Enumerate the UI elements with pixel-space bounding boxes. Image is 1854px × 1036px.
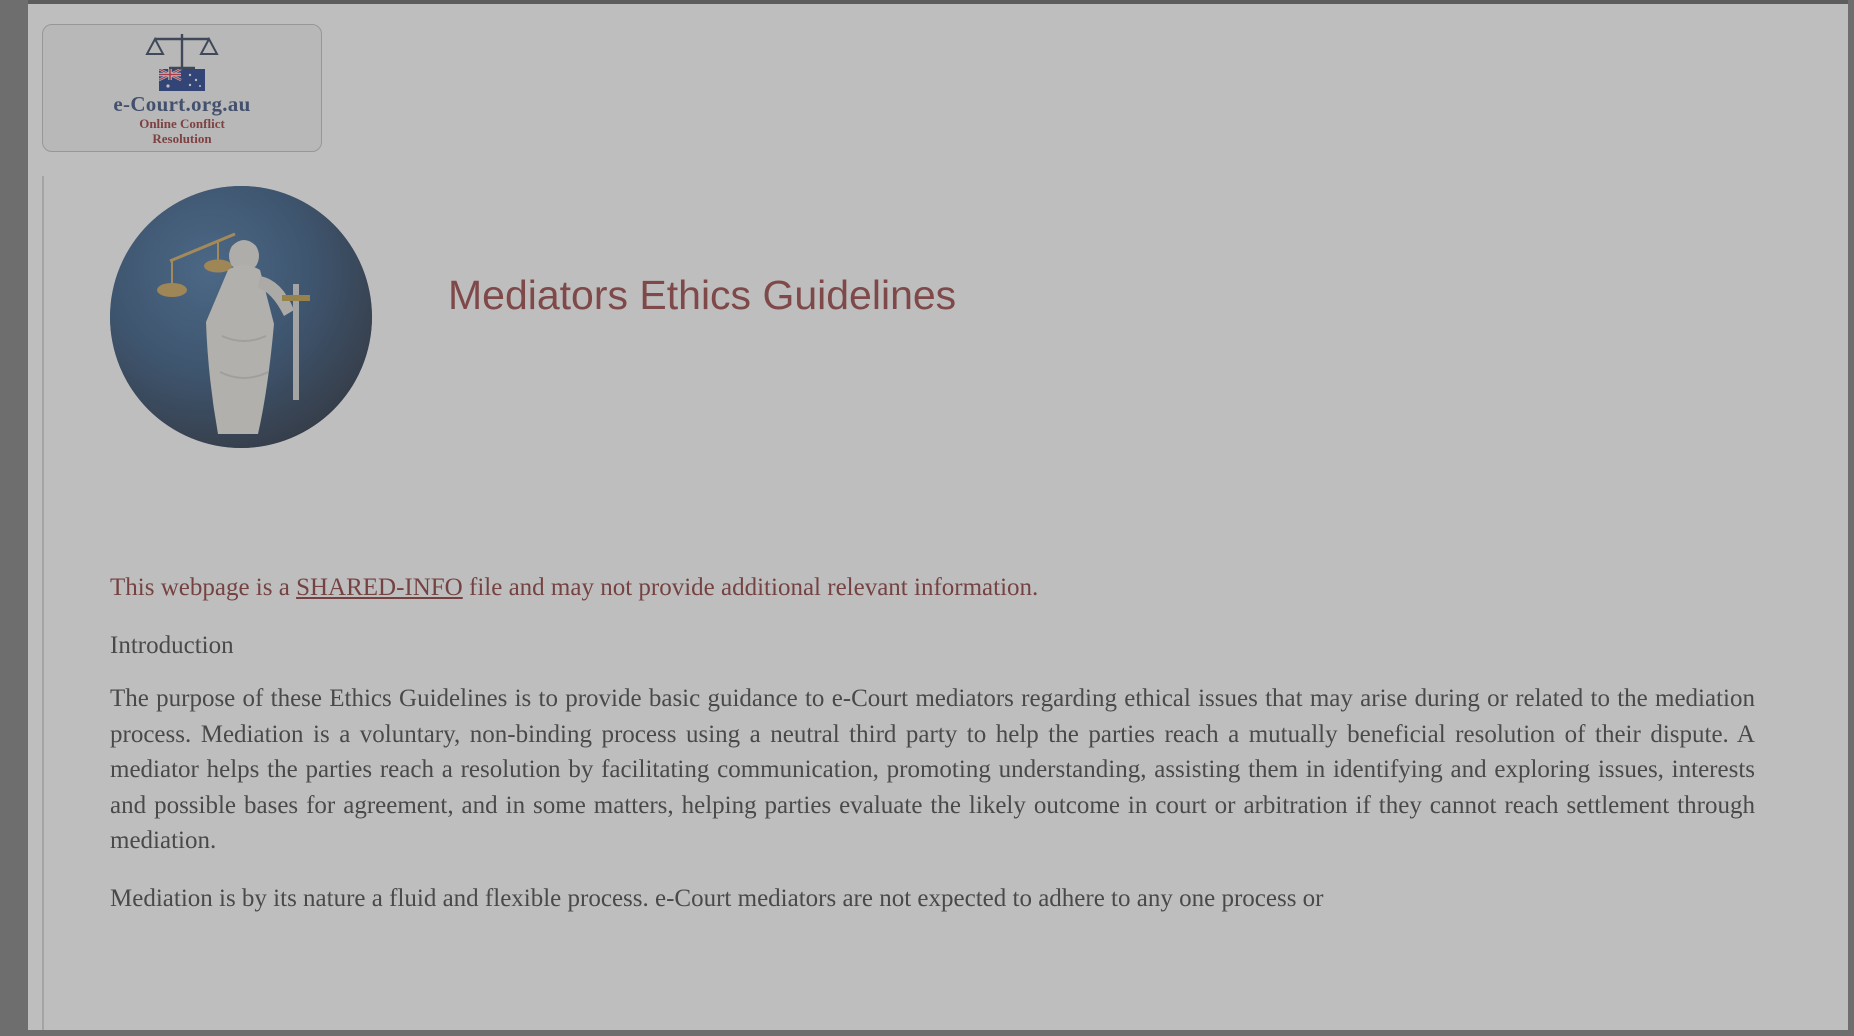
document-body bbox=[110, 570, 1755, 938]
left-divider bbox=[42, 176, 44, 1036]
notice-prefix: This webpage is a bbox=[110, 574, 297, 601]
window-edge-bottom bbox=[0, 1030, 1854, 1036]
logo-title: e-Court.org.au bbox=[113, 91, 251, 116]
logo-subtitle-line2: Resolution bbox=[152, 130, 212, 146]
window-edge-top bbox=[0, 0, 1854, 4]
ghost-header-element-b bbox=[788, 66, 1408, 94]
section-heading-introduction: Introduction bbox=[110, 631, 234, 659]
window-edge-left bbox=[0, 0, 28, 1036]
hero-section bbox=[88, 184, 1828, 454]
scales-of-justice-icon bbox=[145, 30, 219, 74]
lady-justice-illustration bbox=[110, 186, 372, 448]
shared-info-notice bbox=[110, 570, 1755, 606]
paragraph-2: Mediation is by its nature a fluid and flexible process. e-Court mediators are not expected to adhere to any one process or bbox=[110, 884, 1324, 912]
page-title: Mediators Ethics Guidelines bbox=[448, 272, 957, 318]
logo-subtitle bbox=[139, 117, 225, 147]
site-logo[interactable] bbox=[42, 24, 322, 152]
logo-subtitle-line1: Online Conflict bbox=[139, 115, 225, 131]
window-edge-right bbox=[1848, 0, 1854, 1036]
document-content-frame bbox=[28, 0, 1854, 1036]
lady-justice-image bbox=[110, 186, 372, 448]
notice-suffix: file and may not provide additional relevant information. bbox=[462, 574, 1039, 601]
ghost-header-element-a bbox=[958, 30, 1028, 46]
australian-flag-icon bbox=[159, 69, 205, 91]
paragraph-1: The purpose of these Ethics Guidelines is to provide basic guidance to e-Court mediators regarding ethical issues that may arise during or related to the mediation process. Mediation is a voluntary, non-binding process using a neutral third party to help the parties reach a mutually beneficial resolution of their dispute. A mediator helps the parties reach a resolution by facilitating communication, promoting understanding, assisting them in identifying and exploring issues, interests and possible bases for agreement, and in some matters, helping parties evaluate the likely outcome in court or arbitration if they cannot reach settlement through mediation. bbox=[110, 685, 1755, 854]
shared-info-link[interactable]: SHARED-INFO bbox=[296, 574, 463, 601]
